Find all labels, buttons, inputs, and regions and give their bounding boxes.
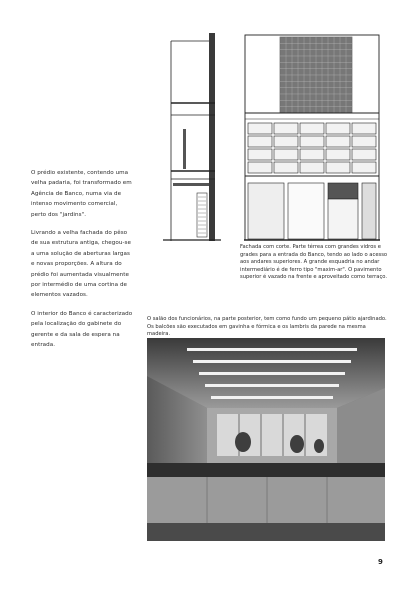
paragraph-facade: Livrando a velha fachada do pêso de sua estrutura antiga, chegou-se a uma solução de aberturas largas e novas proporções. A altura do prédio foi aumentada visualmente por intermédio de uma cortina de elementos vazados.: [31, 230, 131, 299]
section-drawing: [163, 33, 221, 241]
facade-caption: Fachada com corte. Parte térrea com grandes vidros e grades para a entrada do Banco, tendo ao lado o acesso aos andares superiores. A grande esquadria no andar intermediário é de ferro tipo "maxim-ar". O pavimento superior é vazado na frente e aproveitado como terraço.: [240, 244, 388, 281]
interior-photo: [147, 338, 385, 541]
paragraph-interior: O interior do Banco é caracterizado pela localização do gabinete do gerente e da sala de espera na entrada.: [31, 310, 133, 349]
paragraph-intro: O prédio existente, contendo uma velha padaria, foi transformado em Agência de Banco, numa via de intenso movimento comercial, perto dos "jardins".: [31, 170, 132, 218]
body-text-column: [31, 168, 133, 359]
page-number: 9: [378, 558, 383, 566]
photo-caption: O salão dos funcionários, na parte posterior, tem como fundo um pequeno pátio ajardinado. Os balcões são executados em gavinha e fórmica e os lambris da parede na mesma madeira.: [147, 316, 387, 338]
facade-drawing: [244, 33, 380, 241]
